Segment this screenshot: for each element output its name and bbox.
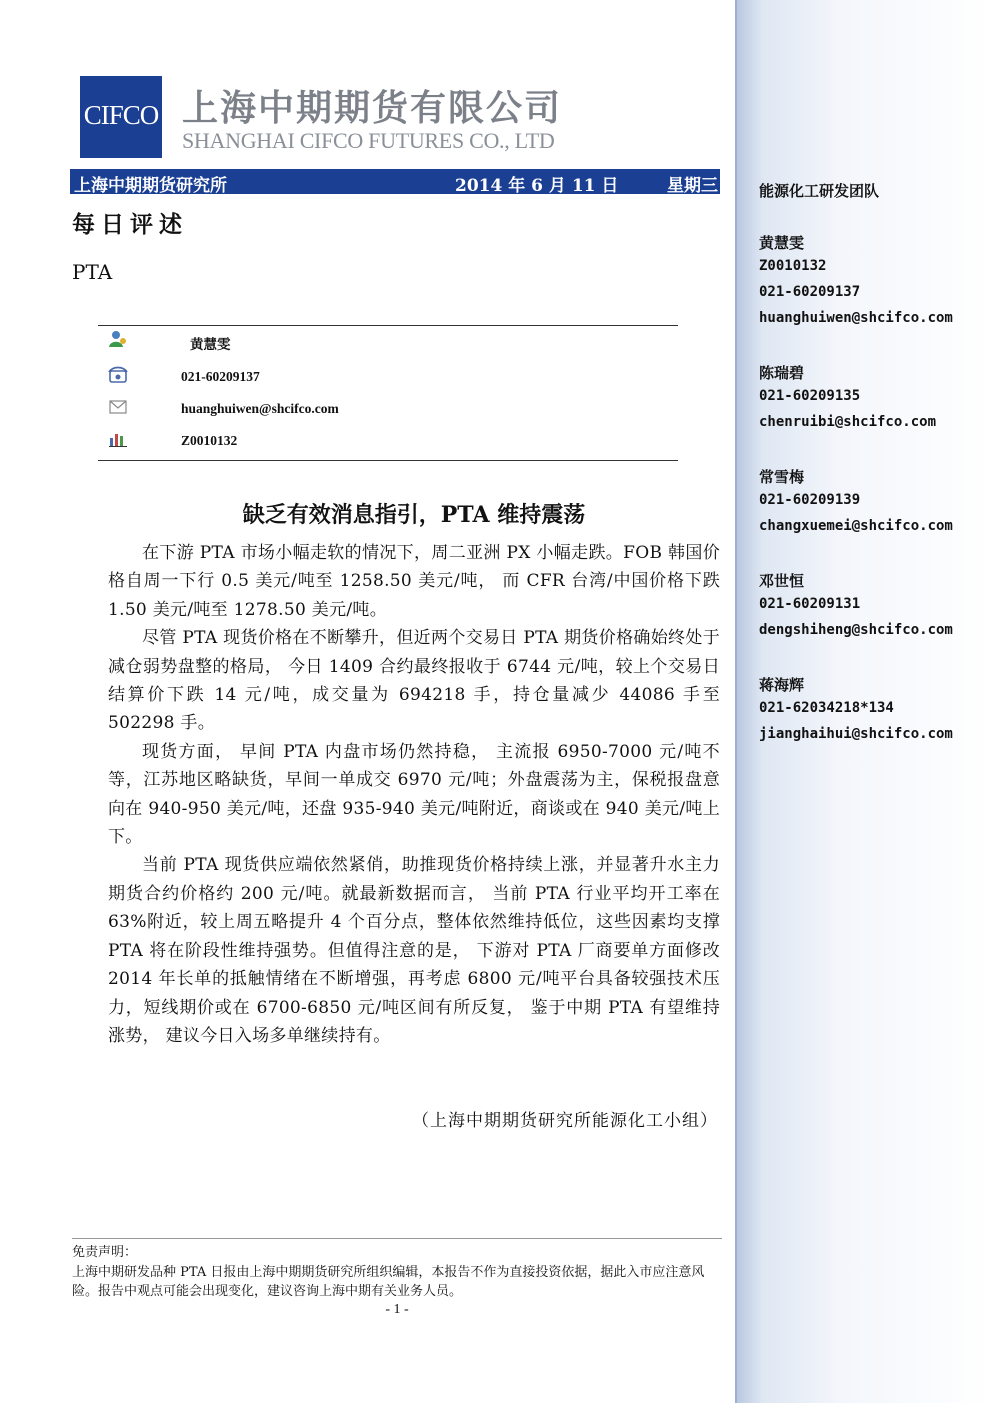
analyst-email: dengshiheng@shcifco.com: [759, 622, 953, 638]
analyst-email: huanghuiwen@shcifco.com: [759, 310, 953, 326]
contact-license: Z0010132: [181, 433, 238, 448]
article-body: [108, 539, 720, 1050]
contact-row-name: [98, 330, 678, 354]
contact-row-license: [98, 430, 678, 454]
company-name-en: SHANGHAI CIFCO FUTURES CO., LTD: [182, 128, 555, 153]
person-icon: [108, 330, 128, 348]
article-signature: （上海中期期货研究所能源化工小组）: [412, 1111, 718, 1131]
header-institute: 上海中期期货研究所: [74, 176, 227, 196]
contact-name: 黄慧雯: [190, 337, 231, 353]
analyst-email: changxuemei@shcifco.com: [759, 518, 953, 534]
envelope-icon: [108, 398, 128, 416]
analyst-name: 常雪梅: [759, 468, 805, 486]
analyst-phone: 021-60209137: [759, 284, 861, 300]
disclaimer-title: 免责声明：: [72, 1245, 138, 1260]
article-paragraph: 尽管 PTA 现货价格在不断攀升，但近两个交易日 PTA 期货价格确始终处于减仓弱势盘整的格局， 今日 1409 合约最终报收于 6744 元/吨，较上个交易日结算价下跌 14 元/吨，成交量为 694218 手，持仓量减少 44086 手至 502298 手。: [108, 628, 720, 734]
analyst-card: [759, 466, 989, 544]
article-paragraph: 在下游 PTA 市场小幅走软的情况下，周二亚洲 PX 小幅走跌。FOB 韩国价格自周一下行 0.5 美元/吨至 1258.50 美元/吨， 而 CFR 台湾/中国价格下跌 1.50 美元/吨至 1278.50 美元/吨。: [108, 543, 720, 620]
analyst-phone: 021-60209135: [759, 388, 861, 404]
disclaimer: [72, 1243, 722, 1302]
analyst-phone: 021-60209139: [759, 492, 861, 508]
analyst-email: jianghaihui@shcifco.com: [759, 726, 953, 742]
team-title: 能源化工研发团队: [759, 182, 880, 200]
topic-label: PTA: [72, 260, 113, 284]
disclaimer-text: 上海中期研发品种 PTA 日报由上海中期期货研究所组织编辑，本报告不作为直接投资依据，据此入市应注意风险。报告中观点可能会出现变化，建议咨询上海中期有关业务人员。: [72, 1264, 705, 1299]
analyst-name: 陈瑞碧: [759, 364, 805, 382]
analyst-license: Z0010132: [759, 258, 827, 274]
telephone-icon: [108, 366, 128, 384]
cifco-logo: [80, 76, 162, 158]
page-number: - 1 -: [385, 1302, 409, 1317]
analyst-name: 蒋海辉: [759, 676, 805, 694]
article-headline: 缺乏有效消息指引，PTA 维持震荡: [242, 502, 586, 528]
company-name-cn: 上海中期期货有限公司: [182, 88, 563, 129]
header-bar: [70, 169, 720, 194]
analyst-phone: 021-60209131: [759, 596, 861, 612]
analyst-name: 黄慧雯: [759, 234, 805, 252]
analyst-card: [759, 362, 989, 440]
contact-email: huanghuiwen@shcifco.com: [181, 401, 339, 416]
header-date: 2014 年 6 月 11 日: [455, 176, 619, 196]
article-paragraph: 现货方面， 早间 PTA 内盘市场仍然持稳， 主流报 6950-7000 元/吨不等，江苏地区略缺货，早间一单成交 6970 元/吨；外盘震荡为主，保税报盘意向在 940-950 美元/吨，还盘 935-940 美元/吨附近，商谈或在 940 美元/吨上下。: [108, 741, 720, 848]
article-paragraph: 当前 PTA 现货供应端依然紧俏，助推现货价格持续上涨，并显著升水主力期货合约价格约 200 元/吨。就最新数据而言， 当前 PTA 行业平均开工率在 63%附近，较上周五略提升 4 个百分点，整体依然维持低位，这些因素均支撑 PTA 将在阶段性维持强势。但值得注意的是， 下游对 PTA 厂商要单方面修改 2014 年长单的抵触情绪在不断增强，再考虑 6800 元/吨平台具备较强技术压力，短线期价或在 6700-6850 元/吨区间有所反复， 鉴于中期 PTA 有望维持涨势， 建议今日入场多单继续持有。: [108, 855, 720, 1046]
analyst-phone: 021-62034218*134: [759, 700, 894, 716]
analyst-card: [759, 232, 989, 336]
header-weekday: 星期三: [667, 176, 718, 196]
analyst-email: chenruibi@shcifco.com: [759, 414, 937, 430]
contact-row-phone: [98, 366, 678, 390]
analyst-card: [759, 570, 989, 648]
contact-row-email: [98, 398, 678, 422]
chart-icon: [108, 430, 128, 448]
contact-phone: 021-60209137: [181, 369, 260, 384]
contact-box: [98, 325, 678, 461]
analyst-card: [759, 674, 989, 752]
footer-divider: [72, 1238, 722, 1239]
analyst-name: 邓世恒: [759, 572, 805, 590]
logo-mark-text: CIFCO: [83, 100, 159, 130]
section-title: 每日评述: [72, 211, 188, 238]
sidebar-team-panel: [735, 0, 992, 1403]
